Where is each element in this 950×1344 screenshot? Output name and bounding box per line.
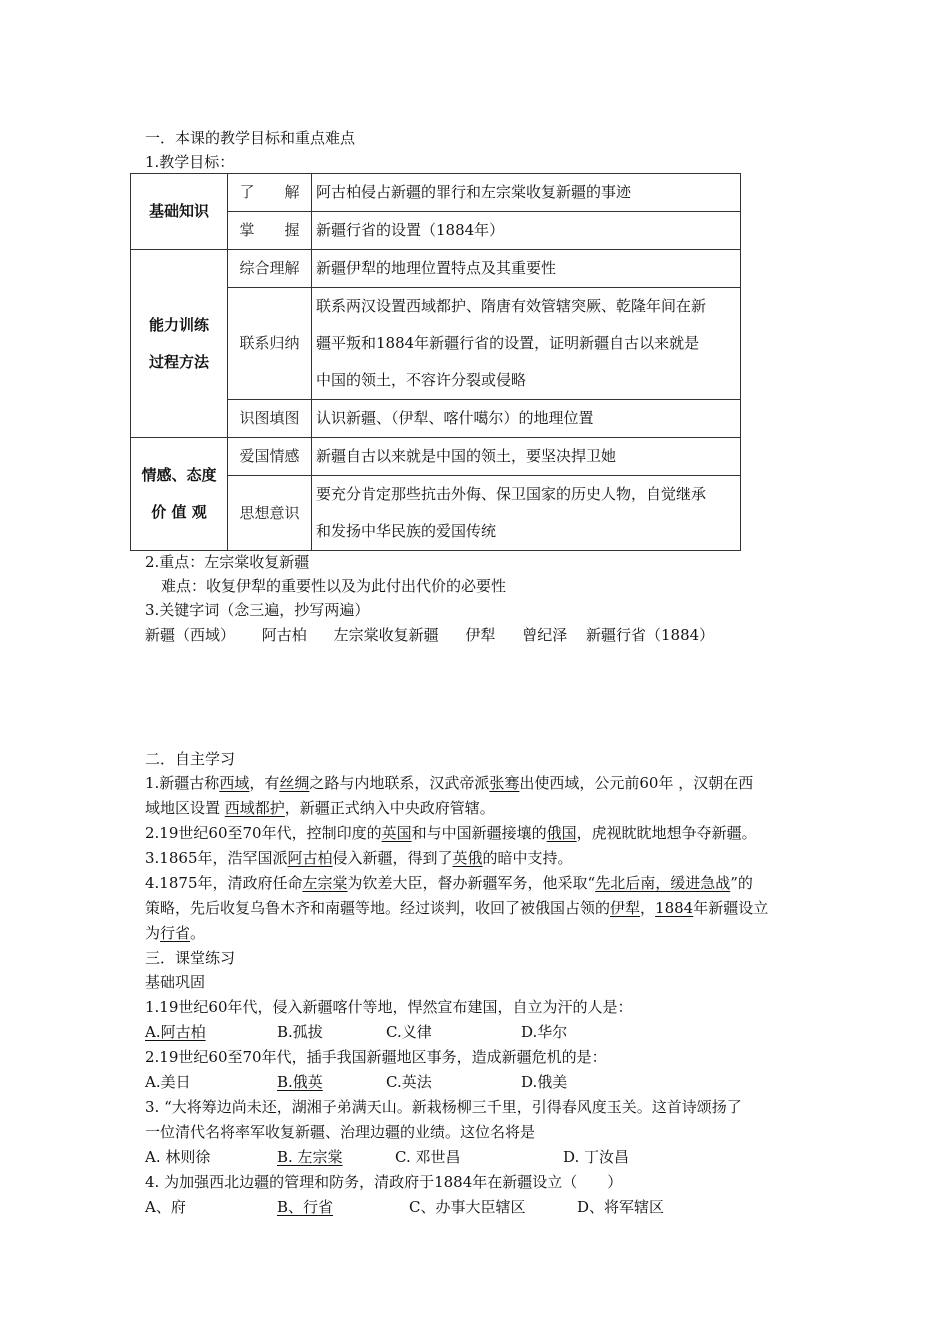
option-d: D.俄美 (521, 1073, 568, 1091)
text: ，新疆正式纳入中央政府管辖。 (284, 799, 495, 817)
option-b: B、行省 (277, 1198, 334, 1216)
desc-master: 新疆行省的设置（1884年） (312, 212, 741, 250)
category-emotion (131, 438, 228, 551)
option-d: D.华尔 (521, 1023, 568, 1041)
text: 1.新疆古称 (145, 774, 220, 792)
sub-patriotism: 爱国情感 (228, 438, 312, 476)
option-a: A、府 (145, 1198, 186, 1216)
question-4-stem: 4. 为加强西北边疆的管理和防务，清政府于1884年在新疆设立（ ） (145, 1173, 623, 1191)
self-study-item-1-line2 (145, 798, 495, 818)
desc-connect-line1: 联系两汉设置西域都护、隋唐有效管辖突厥、乾隆年间在新 (316, 297, 707, 315)
option-c: C.英法 (386, 1073, 432, 1091)
answer-blank: 伊犁 (610, 899, 641, 917)
desc-ideology-line1: 要充分肯定那些抗击外侮、保卫国家的历史人物，自觉继承 (316, 485, 707, 503)
answer-blank: 左宗棠 (302, 874, 348, 892)
desc-comprehensive: 新疆伊犁的地理位置特点及其重要性 (312, 250, 741, 288)
text: 出使西域，公元前60年 ，汉朝在西 (519, 774, 754, 792)
key-point: 2.重点：左宗棠收复新疆 (145, 553, 310, 571)
desc-ideology-line2: 和发扬中华民族的爱国传统 (316, 522, 497, 540)
answer-blank: 俄国 (546, 824, 577, 842)
option-d: D. 丁汝昌 (563, 1148, 630, 1166)
question-4-options (145, 1197, 664, 1217)
answer-blank: 1884 (655, 899, 694, 917)
answer-blank: 英俄 (452, 849, 483, 867)
sub-understand: 了 解 (228, 174, 312, 212)
category-ability-line1: 能力训练 (148, 315, 209, 334)
question-3-options (145, 1147, 629, 1167)
objectives-table (130, 173, 741, 551)
text: ，有 (249, 774, 280, 792)
text: 4.1875年，清政府任命 (145, 874, 303, 892)
question-1-stem: 1.19世纪60年代，侵入新疆喀什等地，悍然宣布建国，自立为汗的人是： (145, 998, 633, 1016)
desc-ideology (312, 476, 741, 551)
goals-label: 1.教学目标： (145, 153, 235, 171)
keywords-label: 3.关键字词（念三遍，抄写两遍） (145, 601, 370, 619)
keyword: 左宗棠收复新疆 (333, 626, 439, 644)
text: 为 (145, 924, 161, 942)
text: ，虎视眈眈地想争夺新疆。 (576, 824, 757, 842)
answer-blank: 阿古柏 (287, 849, 333, 867)
keyword: 新疆（西域） (145, 626, 236, 644)
self-study-item-4-line1 (145, 873, 753, 893)
question-2-options (145, 1072, 567, 1092)
option-b: B.孤拔 (277, 1023, 323, 1041)
section3-heading: 三．课堂练习 (145, 949, 236, 967)
text: 和与中国新疆接壤的 (411, 824, 547, 842)
desc-understand: 阿古柏侵占新疆的罪行和左宗棠收复新疆的事迹 (312, 174, 741, 212)
difficulty: 难点：收复伊犁的重要性以及为此付出代价的必要性 (161, 577, 507, 595)
self-study-item-1-line1 (145, 773, 753, 793)
text: 侵入新疆，得到了 (332, 849, 453, 867)
section1-heading: 一．本课的教学目标和重点难点 (145, 129, 356, 147)
text: 3.1865年，浩罕国派 (145, 849, 288, 867)
category-emotion-line2: 价 值 观 (151, 503, 207, 521)
answer-blank: 西域 (219, 774, 250, 792)
text: 的暗中支持。 (482, 849, 573, 867)
text: 。 (190, 924, 206, 942)
desc-patriotism: 新疆自古以来就是中国的领土，要坚决捍卫她 (312, 438, 741, 476)
answer-blank: 行省 (160, 924, 191, 942)
section3-subheading: 基础巩固 (145, 973, 206, 991)
option-a: A.美日 (145, 1073, 191, 1091)
answer-blank: 先北后南，缓进急战 (595, 874, 731, 892)
sub-master: 掌 握 (228, 212, 312, 250)
category-basic-knowledge: 基础知识 (131, 174, 228, 250)
self-study-item-4-line2 (145, 898, 768, 918)
text: 为钦差大臣，督办新疆军务，他采取“ (347, 874, 596, 892)
option-c: C.义律 (386, 1023, 432, 1041)
option-a: A. 林则徐 (145, 1148, 211, 1166)
question-1-options (145, 1022, 567, 1042)
desc-connect-line2: 疆平叛和1884年新疆行省的设置，证明新疆自古以来就是 (316, 334, 700, 352)
text: 策略，先后收复乌鲁木齐和南疆等地。经过谈判，收回了被俄国占领的 (145, 899, 611, 917)
option-c: C、办事大臣辖区 (409, 1198, 526, 1216)
option-b: B. 左宗棠 (277, 1148, 343, 1166)
question-3-stem-line2: 一位清代名将率军收复新疆、治理边疆的业绩。这位名将是 (145, 1123, 536, 1141)
desc-connect (312, 288, 741, 400)
option-c: C. 邓世昌 (395, 1148, 461, 1166)
section2-heading: 二．自主学习 (145, 750, 236, 768)
text: ， (640, 899, 656, 917)
option-a: A.阿古柏 (145, 1023, 206, 1041)
keyword: 伊犁 (465, 626, 496, 644)
sub-map: 识图填图 (228, 400, 312, 438)
keyword: 阿古柏 (261, 626, 307, 644)
answer-blank: 张骞 (489, 774, 520, 792)
text: 2.19世纪60至70年代，控制印度的 (145, 824, 382, 842)
question-2-stem: 2.19世纪60至70年代，插手我国新疆地区事务，造成新疆危机的是： (145, 1048, 607, 1066)
sub-connect: 联系归纳 (228, 288, 312, 400)
question-3-stem-line1: 3. “大将筹边尚未还，湖湘子弟满天山。新栽杨柳三千里，引得春风度玉关。这首诗颂扬了 (145, 1098, 742, 1116)
keyword: 曾纪泽 (522, 626, 568, 644)
answer-blank: 英国 (381, 824, 412, 842)
option-b: B.俄英 (277, 1073, 323, 1091)
text: ”的 (730, 874, 753, 892)
self-study-item-2 (145, 823, 757, 843)
text: 域地区设置 (145, 799, 225, 817)
category-ability (131, 250, 228, 438)
self-study-item-3 (145, 848, 573, 868)
sub-ideology: 思想意识 (228, 476, 312, 551)
category-emotion-line1: 情感、态度 (141, 466, 217, 484)
sub-comprehensive: 综合理解 (228, 250, 312, 288)
answer-blank: 西域都护 (224, 799, 285, 817)
desc-connect-line3: 中国的领土，不容许分裂或侵略 (316, 371, 527, 389)
option-d: D、将军辖区 (577, 1198, 665, 1216)
answer-blank: 丝绸 (279, 774, 310, 792)
text: 年新疆设立 (693, 899, 769, 917)
text: 之路与内地联系，汉武帝派 (309, 774, 490, 792)
desc-map: 认识新疆、（伊犁、喀什噶尔）的地理位置 (312, 400, 741, 438)
keywords-row (145, 625, 714, 645)
self-study-item-4-line3 (145, 923, 205, 943)
category-ability-line2: 过程方法 (148, 352, 209, 371)
keyword: 新疆行省（1884） (585, 626, 715, 644)
